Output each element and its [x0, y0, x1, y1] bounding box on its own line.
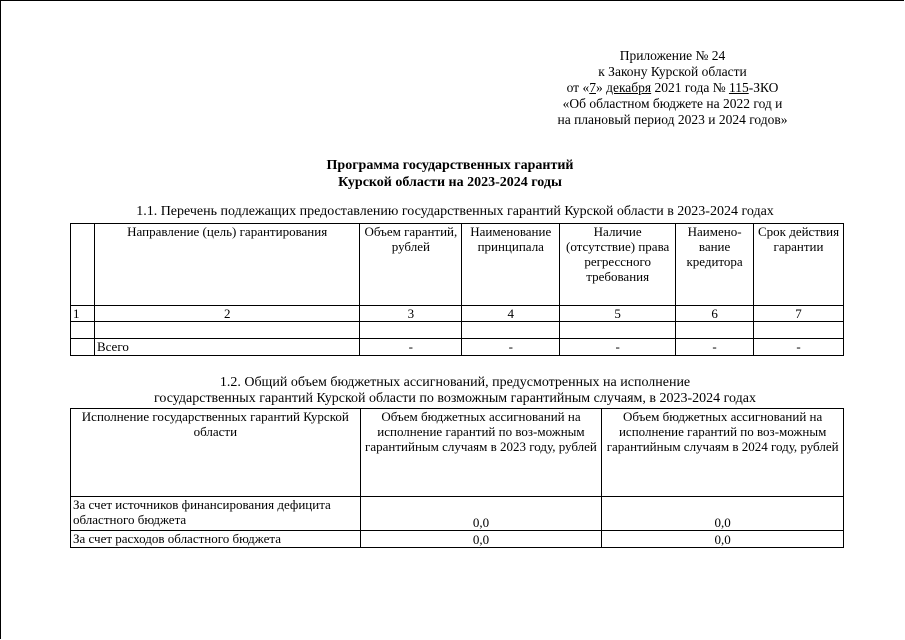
header-cell: Объем гарантий, рублей — [360, 224, 462, 306]
appendix-header — [520, 48, 825, 128]
header-cell: Срок действия гарантии — [754, 224, 844, 306]
section2-caption — [70, 375, 840, 407]
section1-caption: 1.1. Перечень подлежащих предоставлению государственных гарантий Курской области в 2023-2024 годах — [136, 204, 774, 219]
total-value: - — [462, 339, 560, 356]
appendix-date: от «7» декабря 2021 года № 115-ЗКО — [566, 80, 779, 95]
appendix-number: Приложение № 24 — [619, 48, 726, 63]
number-cell: 1 — [71, 306, 95, 322]
number-cell: 3 — [360, 306, 462, 322]
value-2023: 0,0 — [360, 497, 602, 531]
title-line-2: Курской области на 2023-2024 годы — [338, 175, 562, 190]
total-value: - — [754, 339, 844, 356]
header-cell: Наимено-вание кредитора — [676, 224, 754, 306]
table-header-row — [71, 409, 844, 497]
number-cell: 4 — [462, 306, 560, 322]
number-cell: 5 — [560, 306, 676, 322]
appendix-subject-1: «Об областном бюджете на 2022 год и — [562, 96, 783, 111]
value-2023: 0,0 — [360, 531, 602, 548]
total-label: Всего — [94, 339, 359, 356]
value-2024: 0,0 — [602, 531, 844, 548]
header-cell: Направление (цель) гарантирования — [94, 224, 359, 306]
title-line-1: Программа государственных гарантий — [326, 158, 574, 173]
header-cell: Объем бюджетных ассигнований на исполнение гарантий по воз-можным гарантийным случаям в 2023 году, рублей — [360, 409, 602, 497]
table-row — [71, 531, 844, 548]
row-label: За счет источников финансирования дефицита областного бюджета — [71, 497, 361, 531]
header-cell-empty — [71, 224, 95, 306]
header-cell: Исполнение государственных гарантий Курской области — [71, 409, 361, 497]
row-label: За счет расходов областного бюджета — [71, 531, 361, 548]
table-row — [71, 497, 844, 531]
header-cell: Объем бюджетных ассигнований на исполнение гарантий по воз-можным гарантийным случаям в 2024 году, рублей — [602, 409, 844, 497]
total-row — [71, 339, 844, 356]
header-cell: Наименование принципала — [462, 224, 560, 306]
table-header-row — [71, 224, 844, 306]
guarantees-table — [70, 223, 844, 356]
number-cell: 6 — [676, 306, 754, 322]
appendix-law: к Закону Курской области — [598, 64, 747, 79]
appendix-subject-2: на плановый период 2023 и 2024 годов» — [557, 112, 788, 127]
total-value: - — [560, 339, 676, 356]
value-2024: 0,0 — [602, 497, 844, 531]
total-value: - — [360, 339, 462, 356]
document-title — [250, 157, 650, 191]
column-number-row — [71, 306, 844, 322]
total-value: - — [676, 339, 754, 356]
section2-caption-line-1: 1.2. Общий объем бюджетных ассигнований, предусмотренных на исполнение — [219, 375, 691, 390]
appropriations-table — [70, 408, 844, 548]
empty-row — [71, 322, 844, 339]
number-cell: 7 — [754, 306, 844, 322]
header-cell: Наличие (отсутствие) права регрессного требования — [560, 224, 676, 306]
number-cell: 2 — [94, 306, 359, 322]
section2-caption-line-2: государственных гарантий Курской области по возможным гарантийным случаям, в 2023-2024 годах — [154, 391, 756, 406]
